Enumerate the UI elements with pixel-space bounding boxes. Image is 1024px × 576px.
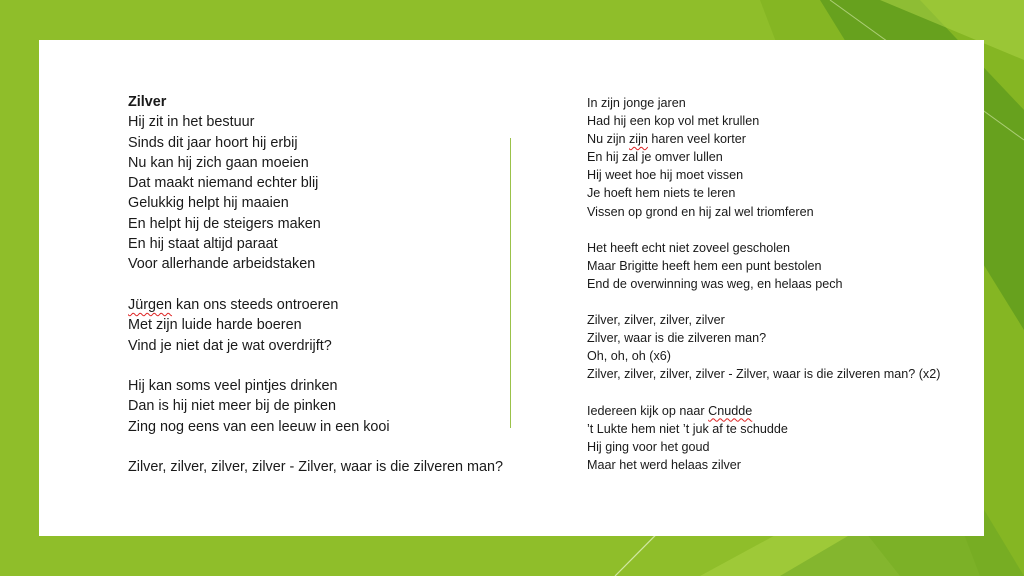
chorus-line: Zilver, waar is die zilveren man? bbox=[587, 331, 767, 346]
lyric-line: Je hoeft hem niets te leren bbox=[587, 186, 736, 201]
lyric-line: Sinds dit jaar hoort hij erbij bbox=[128, 134, 298, 151]
lyric-line: Dat maakt niemand echter blij bbox=[128, 175, 319, 192]
chorus-line: Zilver, zilver, zilver, zilver - Zilver, waar is die zilveren man? bbox=[128, 459, 504, 476]
lyric-line: ’t Lukte hem niet ’t juk af te schudde bbox=[587, 421, 788, 436]
lyric-line: En helpt hij de steigers maken bbox=[128, 215, 321, 232]
lyric-line: En hij staat altijd paraat bbox=[128, 236, 278, 253]
lyric-text: Iedereen kijk op naar bbox=[587, 403, 709, 418]
lyric-line bbox=[587, 402, 940, 420]
lyric-line: Maar Brigitte heeft hem een punt bestolen bbox=[587, 258, 822, 273]
chorus-line: Zilver, zilver, zilver, zilver bbox=[587, 313, 725, 328]
lyric-text: haren veel korter bbox=[647, 132, 746, 147]
lyric-line: Zing nog eens van een leeuw in een kooi bbox=[128, 418, 390, 435]
lyric-line bbox=[128, 295, 503, 315]
lyric-line: Vind je niet dat je wat overdrijft? bbox=[128, 337, 332, 354]
lyric-text: kan ons steeds ontroeren bbox=[172, 296, 339, 313]
lyric-line: Maar het werd helaas zilver bbox=[587, 457, 741, 472]
lyric-line: Hij zit in het bestuur bbox=[128, 114, 255, 131]
lyric-text: Nu zijn bbox=[587, 132, 629, 147]
lyric-line: End de overwinning was weg, en helaas pech bbox=[587, 276, 843, 291]
lyric-line: Dan is hij niet meer bij de pinken bbox=[128, 398, 336, 415]
chorus-line: Oh, oh, oh (x6) bbox=[587, 349, 671, 364]
spellcheck-word: Jürgen bbox=[128, 296, 173, 313]
lyric-line: In zijn jonge jaren bbox=[587, 96, 686, 110]
chorus-line: Zilver, zilver, zilver, zilver - Zilver, waar is die zilveren man? (x2) bbox=[587, 367, 941, 382]
lyric-line: En hij zal je omver lullen bbox=[587, 150, 723, 165]
spellcheck-word: Cnudde bbox=[708, 403, 753, 418]
lyric-line: Hij kan soms veel pintjes drinken bbox=[128, 378, 338, 395]
lyric-line: Vissen op grond en hij zal wel triomferen bbox=[587, 204, 814, 219]
lyric-line: Had hij een kop vol met krullen bbox=[587, 114, 760, 129]
column-divider bbox=[510, 138, 511, 428]
lyric-line bbox=[587, 130, 940, 148]
lyric-line: Hij weet hoe hij moet vissen bbox=[587, 168, 744, 183]
spellcheck-word: zijn bbox=[629, 132, 648, 147]
lyric-line: Hij ging voor het goud bbox=[587, 439, 710, 454]
song-title: Zilver bbox=[128, 94, 167, 110]
lyric-line: Gelukkig helpt hij maaien bbox=[128, 195, 289, 212]
right-lyrics-column bbox=[587, 94, 940, 474]
slide bbox=[39, 40, 984, 536]
lyric-line: Met zijn luide harde boeren bbox=[128, 317, 302, 334]
lyric-line: Het heeft echt niet zoveel gescholen bbox=[587, 240, 791, 255]
lyric-line: Voor allerhande arbeidstaken bbox=[128, 256, 316, 273]
lyric-line: Nu kan hij zich gaan moeien bbox=[128, 154, 309, 171]
left-lyrics-column bbox=[128, 92, 503, 478]
